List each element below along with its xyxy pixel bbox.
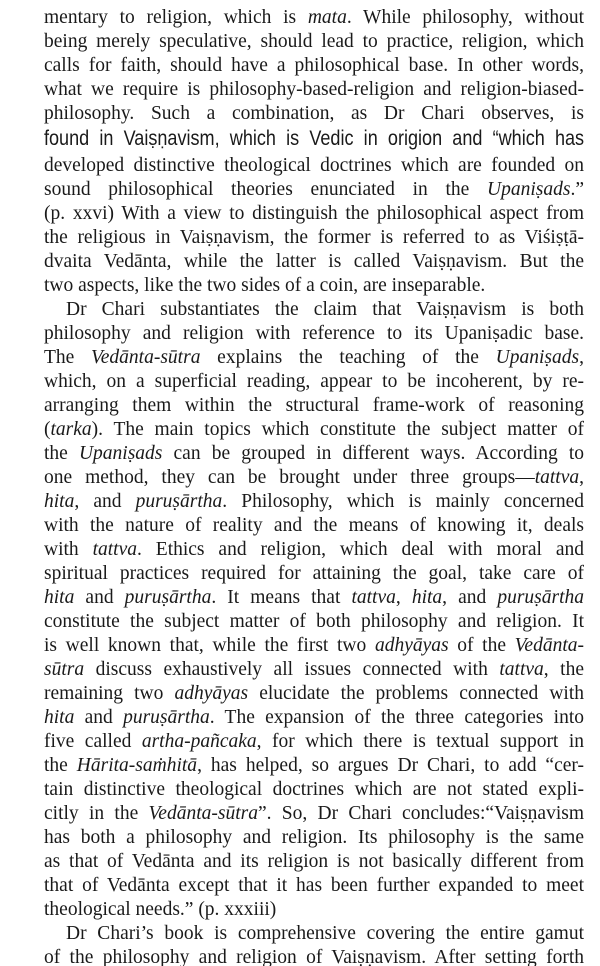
text-line: dvaita Vedānta, while the latter is called Vaiṣṇavism. But the [44, 251, 584, 272]
text-line: the religious in Vaiṣṇavism, the former is referred to as Viśiṣṭā- [44, 227, 584, 248]
text-line: citly in the Vedānta-sūtra”. So, Dr Chari concludes:“Vaiṣṇavism [44, 803, 585, 824]
text-line: has both a philosophy and religion. Its philosophy is the same [44, 827, 584, 848]
text-line: with the nature of reality and the means of knowing it, deals [44, 515, 584, 536]
text-line: that of Vedānta except that it has been further expanded to meet [44, 875, 584, 896]
text-line: arranging them within the structural frame-work of reasoning [44, 395, 584, 416]
text-line: two aspects, like the two sides of a coin, are inseparable. [44, 275, 486, 296]
text-line: with tattva. Ethics and religion, which deal with moral and [44, 539, 584, 560]
text-line: what we require is philosophy-based-religion and religion-biased- [44, 79, 584, 100]
text-line: Dr Chari’s book is comprehensive covering the entire gamut [66, 923, 584, 944]
text-line: one method, they can be brought under three groups—tattva, [44, 467, 584, 488]
text-line: which, on a superficial reading, appear to be incoherent, by re- [44, 371, 584, 392]
text-line: sūtra discuss exhaustively all issues connected with tattva, the [44, 659, 584, 680]
text-line: spiritual practices required for attaining the goal, take care of [44, 563, 584, 584]
text-line: sound philosophical theories enunciated in the Upaniṣads.” [44, 179, 584, 200]
text-line: (p. xxvi) With a view to distinguish the philosophical aspect from [44, 203, 584, 224]
text-line: tain distinctive theological doctrines which are not stated expli- [44, 779, 584, 800]
text-line: Dr Chari substantiates the claim that Vaiṣṇavism is both [66, 299, 584, 320]
text-line: five called artha-pañcaka, for which there is textual support in [44, 731, 584, 752]
text-line: The Vedānta-sūtra explains the teaching of the Upaniṣads, [44, 347, 584, 368]
text-line: the Upaniṣads can be grouped in different ways. According to [44, 443, 585, 464]
text-line: found in Vaiṣṇavism, which is Vedic in origion and “which has [44, 127, 585, 150]
text-line: as that of Vedānta and its religion is not basically different from [44, 851, 584, 872]
text-line: mentary to religion, which is mata. While philosophy, without [44, 7, 584, 28]
text-line: of the philosophy and religion of Vaiṣṇavism. After setting forth [44, 947, 584, 966]
text-line: being merely speculative, should lead to practice, religion, which [44, 31, 584, 52]
text-line: remaining two adhyāyas elucidate the problems connected with [44, 683, 584, 704]
text-line: hita and puruṣārtha. It means that tattva, hita, and puruṣārtha [44, 587, 585, 608]
text-line: developed distinctive theological doctrines which are founded on [44, 155, 584, 176]
text-line: (tarka). The main topics which constitute the subject matter of [44, 419, 584, 440]
text-line: calls for faith, should have a philosophical base. In other words, [44, 55, 584, 76]
text-line: is well known that, while the first two adhyāyas of the Vedānta- [44, 635, 584, 656]
text-line: philosophy. Such a combination, as Dr Chari observes, is [44, 103, 584, 124]
text-line: philosophy and religion with reference to its Upaniṣadic base. [44, 323, 584, 344]
text-line: constitute the subject matter of both philosophy and religion. It [44, 611, 584, 632]
text-line: hita and puruṣārtha. The expansion of the three categories into [44, 707, 584, 728]
text-line: the Hārita-saṁhitā, has helped, so argues Dr Chari, to add “cer- [44, 755, 584, 776]
text-line: hita, and puruṣārtha. Philosophy, which is mainly concerned [44, 491, 585, 512]
text-line: theological needs.” (p. xxxiii) [44, 899, 277, 920]
